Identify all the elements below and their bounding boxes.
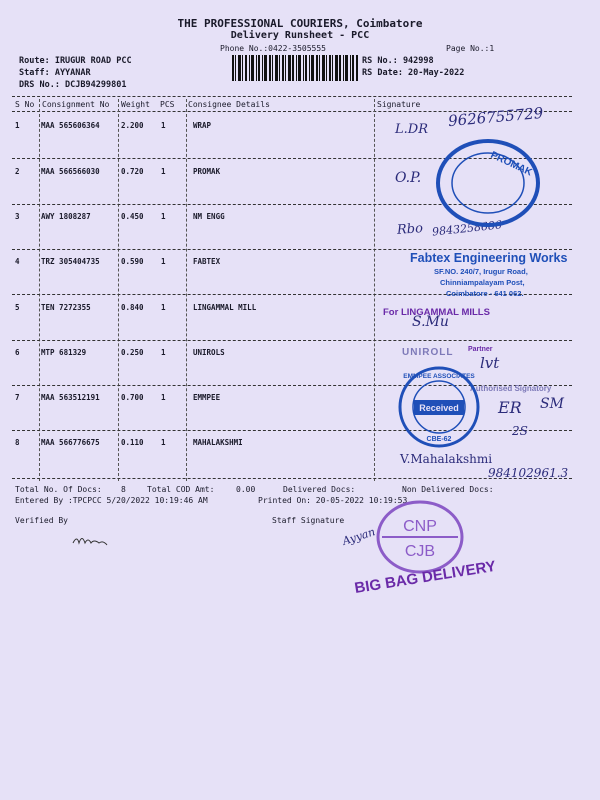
row-consignee: NM ENGG — [193, 212, 225, 221]
entered-by: Entered By :TPCPCC 5/20/2022 10:19:46 AM — [15, 496, 208, 505]
row-pcs: 1 — [161, 303, 166, 312]
row7-signature: ER — [498, 398, 522, 417]
column-header-pcs: PCS — [160, 100, 175, 109]
row-consignment: MAA 563512191 — [41, 393, 100, 402]
row-consignee: MAHALAKSHMI — [193, 438, 243, 447]
printed-on: Printed On: 20-05-2022 10:19:53 — [258, 496, 408, 505]
row-weight: 0.720 — [121, 167, 144, 176]
row-pcs: 1 — [161, 393, 166, 402]
row-pcs: 1 — [161, 212, 166, 221]
staff-signature-label: Staff Signature — [272, 516, 345, 525]
row-sno: 3 — [15, 212, 20, 221]
row-rule — [12, 430, 572, 431]
row1-phone: 9626755729 — [447, 103, 545, 131]
row-weight: 0.840 — [121, 303, 144, 312]
column-header-signature: Signature — [377, 100, 421, 109]
column-header-consignee: Consignee Details — [188, 100, 270, 109]
company-title: THE PROFESSIONAL COURIERS, Coimbatore — [177, 17, 423, 30]
row5-signature: S.Mu — [412, 314, 449, 330]
table-top-rule — [12, 96, 572, 97]
row-consignment: MAA 565606364 — [41, 121, 100, 130]
row-weight: 0.450 — [121, 212, 144, 221]
fabtex-stamp-address: Chinniampalayam Post, — [440, 278, 525, 287]
total-docs-label: Total No. Of Docs: — [15, 485, 102, 494]
route-label: Route: IRUGUR ROAD PCC — [19, 56, 132, 66]
verified-by-label: Verified By — [15, 516, 68, 525]
column-header-consignment: Consignment No — [42, 100, 110, 109]
big-bag-delivery-stamp: BIG BAG DELIVERY — [353, 557, 498, 597]
row-consignee: UNIROLS — [193, 348, 225, 357]
row-consignment: TEN 7272355 — [41, 303, 91, 312]
row3-phone: 9843258686 — [431, 218, 503, 239]
row-sno: 2 — [15, 167, 20, 176]
row-consignment: AWY 1808287 — [41, 212, 91, 221]
uniroll-stamp: UNIROLL — [402, 347, 454, 358]
row-consignment: MAA 566566030 — [41, 167, 100, 176]
row-pcs: 1 — [161, 257, 166, 266]
row-pcs: 1 — [161, 121, 166, 130]
row-rule — [12, 249, 572, 250]
column-divider — [39, 99, 40, 481]
row-sno: 6 — [15, 348, 20, 357]
staff-label: Staff: AYYANAR — [19, 68, 91, 78]
row-sno: 4 — [15, 257, 20, 266]
column-divider — [118, 99, 119, 481]
document-title: Delivery Runsheet - PCC — [230, 30, 370, 41]
total-cod-value: 0.00 — [236, 485, 256, 494]
emmpee-stamp-name: EMMPEE ASSOCIATES — [403, 373, 475, 380]
row-sno: 8 — [15, 438, 20, 447]
row-sno: 1 — [15, 121, 20, 130]
cnp-label: CNP — [403, 518, 437, 535]
staff-signature: Ayyan — [340, 525, 377, 548]
drs-number: DRS No.: DCJB94299801 — [19, 80, 127, 90]
total-cod-label: Total COD Amt: — [147, 485, 215, 494]
row-consignee: LINGAMMAL MILL — [193, 303, 257, 312]
row-consignee: FABTEX — [193, 257, 221, 266]
row7-signature-2: SM — [540, 396, 564, 412]
row-consignment: TRZ 305404735 — [41, 257, 100, 266]
rs-number: RS No.: 942998 — [362, 56, 434, 66]
row1-signature: L.DR — [395, 122, 428, 137]
page-number: Page No.:1 — [446, 44, 495, 53]
row8-phone: 984102961.3 — [488, 466, 569, 480]
row-consignee: WRAP — [193, 121, 212, 130]
row2-signature: O.P. — [395, 170, 422, 186]
row-consignment: MTP 681329 — [41, 348, 87, 357]
row-weight: 2.200 — [121, 121, 144, 130]
row-sno: 5 — [15, 303, 20, 312]
row-pcs: 1 — [161, 438, 166, 447]
fabtex-stamp-address: Coimbatore - 641 062. — [446, 289, 524, 298]
row-consignee: EMMPEE — [193, 393, 221, 402]
emmpee-stamp-code: CBE-62 — [426, 436, 452, 443]
row-pcs: 1 — [161, 167, 166, 176]
row-pcs: 1 — [161, 348, 166, 357]
lingammal-stamp: For LINGAMMAL MILLS — [383, 307, 490, 318]
row-weight: 0.110 — [121, 438, 144, 447]
column-header-sno: S No — [15, 100, 35, 109]
received-label: Received — [419, 403, 459, 413]
row-sno: 7 — [15, 393, 20, 402]
cjb-label: CJB — [404, 543, 436, 560]
authorised-signatory-label: Authorised Signatory — [470, 384, 552, 393]
promak-stamp-text: PROMAK — [488, 149, 534, 179]
row-consignment: MAA 566776675 — [41, 438, 100, 447]
row-weight: 0.590 — [121, 257, 144, 266]
row6-signature: lvt — [480, 354, 500, 372]
row-weight: 0.250 — [121, 348, 144, 357]
fabtex-stamp-name: Fabtex Engineering Works — [410, 251, 568, 265]
promak-stamp — [430, 135, 545, 230]
column-divider — [374, 99, 375, 481]
delivered-docs-label: Delivered Docs: — [283, 485, 356, 494]
row-consignee: PROMAK — [193, 167, 221, 176]
column-header-weight: Weight — [121, 100, 150, 109]
total-docs-value: 8 — [121, 485, 126, 494]
row-weight: 0.700 — [121, 393, 144, 402]
column-divider — [186, 99, 187, 481]
non-delivered-docs-label: Non Delivered Docs: — [402, 485, 494, 494]
partner-label: Partner — [468, 346, 493, 353]
fabtex-stamp-address: SF.NO. 240/7, Irugur Road, — [434, 267, 528, 276]
row8-signature: V.Mahalakshmi — [400, 452, 493, 466]
emmpee-stamp — [397, 365, 481, 449]
row7-signature-3: 2S — [512, 424, 528, 438]
phone-number: Phone No.:0422-3505555 — [220, 44, 326, 53]
barcode — [232, 55, 358, 81]
verifier-signature — [70, 528, 110, 550]
row-rule — [12, 340, 572, 341]
rs-date: RS Date: 20-May-2022 — [362, 68, 465, 78]
row3-signature: Rbo — [396, 221, 424, 238]
